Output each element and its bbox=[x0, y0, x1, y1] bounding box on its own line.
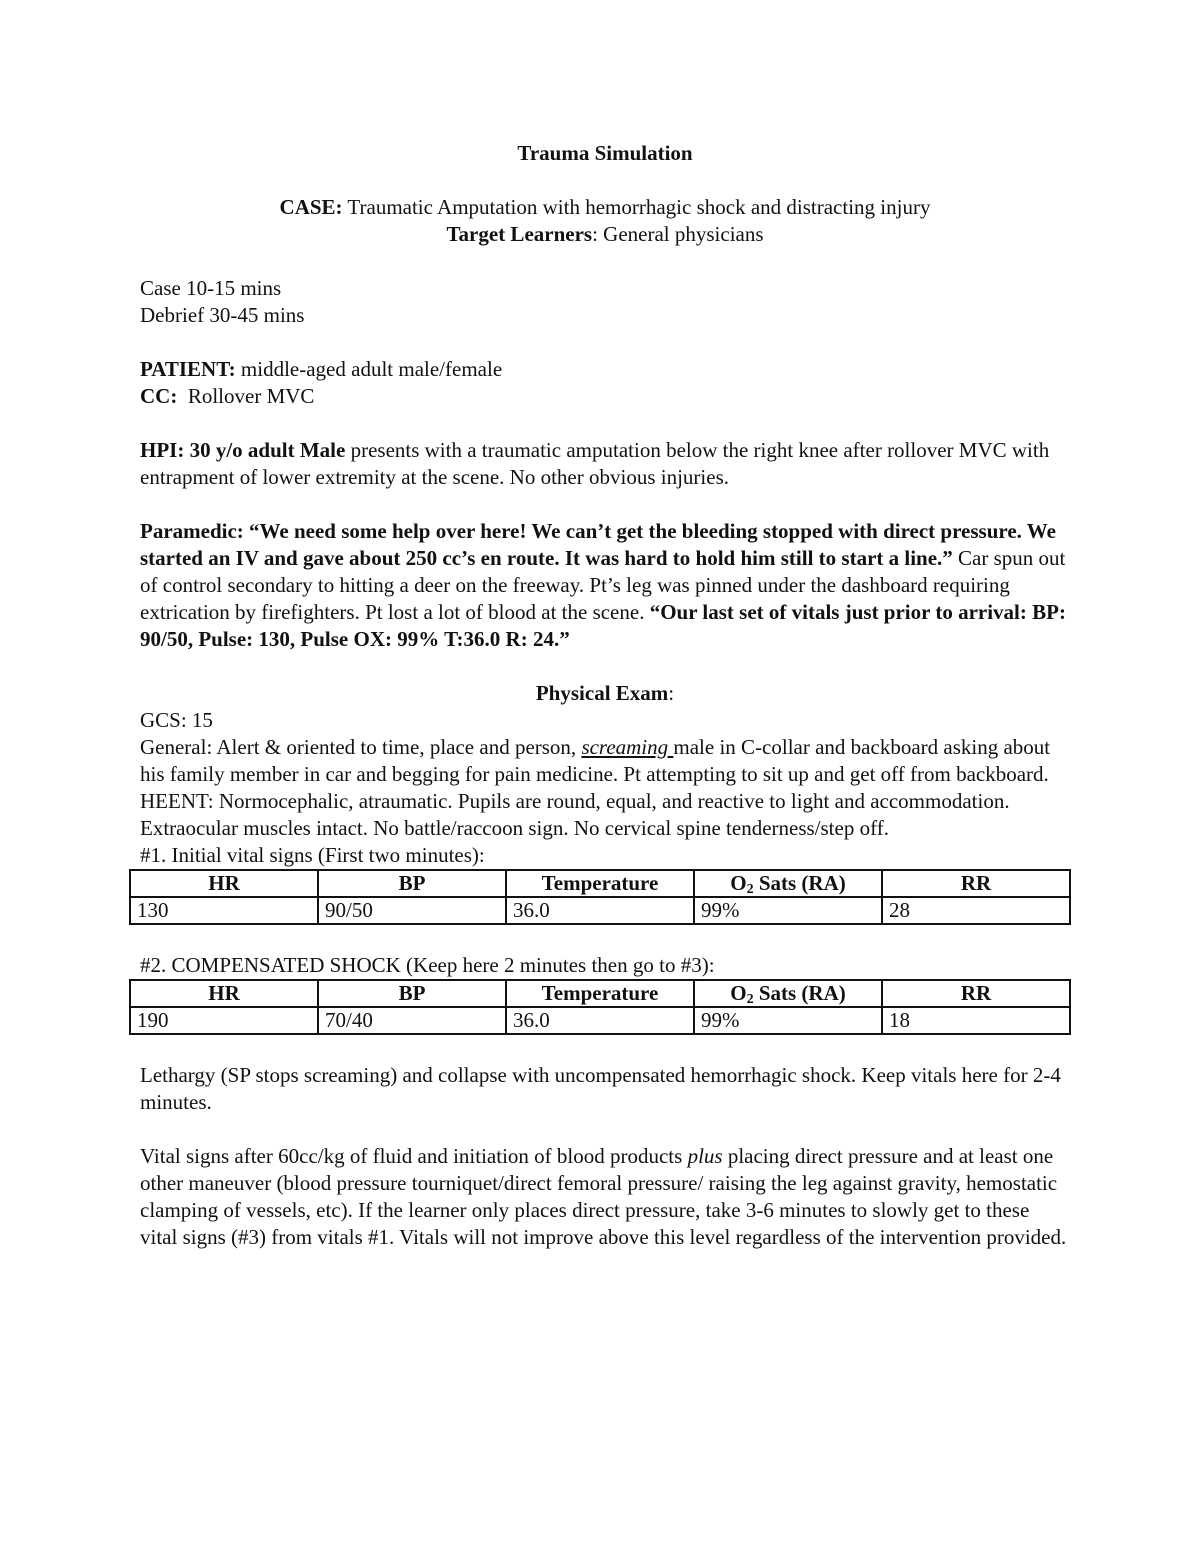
cc-text: Rollover MVC bbox=[177, 384, 315, 408]
table-header-row bbox=[130, 980, 1070, 1007]
header-bp: BP bbox=[318, 980, 506, 1007]
document-body bbox=[137, 140, 1070, 1251]
cell-hr: 130 bbox=[130, 897, 318, 924]
gcs-line: GCS: 15 bbox=[140, 708, 213, 732]
cell-hr: 190 bbox=[130, 1007, 318, 1034]
cell-rr: 18 bbox=[882, 1007, 1070, 1034]
exam-heading-suffix: : bbox=[668, 681, 675, 705]
header-hr: HR bbox=[130, 980, 318, 1007]
vitals2-caption: #2. COMPENSATED SHOCK (Keep here 2 minutes then go to #3): bbox=[140, 953, 715, 977]
cell-temperature: 36.0 bbox=[506, 1007, 694, 1034]
heent-paragraph: HEENT: Normocephalic, atraumatic. Pupils are round, equal, and reactive to light and accommodation. Extraocular muscles intact. No battle/raccoon sign. No cervical spine tenderness/step off. bbox=[140, 789, 1010, 840]
cell-temperature: 36.0 bbox=[506, 897, 694, 924]
general-emphasis: screaming bbox=[581, 735, 674, 759]
vitals1-caption: #1. Initial vital signs (First two minutes): bbox=[140, 843, 485, 867]
cell-o2-sats: 99% bbox=[694, 1007, 882, 1034]
header-temperature: Temperature bbox=[506, 870, 694, 897]
patient-text: middle-aged adult male/female bbox=[235, 357, 503, 381]
patient-line bbox=[140, 356, 1070, 383]
target-line bbox=[140, 221, 1070, 248]
case-line bbox=[140, 194, 1070, 221]
exam-heading-text: Physical Exam bbox=[535, 681, 669, 705]
cell-bp: 70/40 bbox=[318, 1007, 506, 1034]
cell-o2-sats: 99% bbox=[694, 897, 882, 924]
header-o2-sats: $O_2$ Sats (RA) bbox=[694, 980, 882, 1007]
after-emphasis: plus bbox=[687, 1144, 723, 1168]
case-text: Traumatic Amputation with hemorrhagic shock and distracting injury bbox=[342, 195, 931, 219]
cell-rr: 28 bbox=[882, 897, 1070, 924]
exam-heading bbox=[140, 680, 1070, 707]
debrief-time: Debrief 30-45 mins bbox=[140, 303, 305, 327]
hpi-text: presents with a traumatic amputation below the right knee after rollover MVC with entrapment of lower extremity at the scene. No other obvious injuries. bbox=[140, 438, 1050, 489]
header-o2-sats: $O_2$ Sats (RA) bbox=[694, 870, 882, 897]
paramedic-quote: Paramedic: “We need some help over here! We can’t get the bleeding stopped with direct pressure. We started an IV and gave about 250 cc’s en route. It was hard to hold him still to start a line.” bbox=[140, 519, 1056, 570]
after-pre: Vital signs after 60cc/kg of fluid and initiation of blood products bbox=[140, 1144, 688, 1168]
case-time: Case 10-15 mins bbox=[140, 276, 282, 300]
patient-label: PATIENT: bbox=[140, 357, 236, 381]
general-paragraph bbox=[140, 734, 1070, 788]
after-post: placing direct pressure and at least one other maneuver (blood pressure tourniquet/direct femoral pressure/ raising the leg against gravity, hemostatic clamping of vessels, etc). If the learner only places direct pressure, take 3-6 minutes to slowly get to these vital signs (#3) from vitals #1. Vitals will not improve above this level regardless of the intervention provided. bbox=[140, 1144, 1067, 1249]
after-paragraph bbox=[140, 1143, 1070, 1251]
lethargy-paragraph: Lethargy (SP stops screaming) and collapse with uncompensated hemorrhagic shock. Keep vitals here for 2-4 minutes. bbox=[140, 1063, 1061, 1114]
cc-label: CC: bbox=[140, 384, 178, 408]
cell-bp: 90/50 bbox=[318, 897, 506, 924]
target-label: Target Learners bbox=[446, 222, 593, 246]
target-text: : General physicians bbox=[592, 222, 764, 246]
table-row bbox=[130, 1007, 1070, 1034]
header-temperature: Temperature bbox=[506, 980, 694, 1007]
hpi-paragraph bbox=[140, 437, 1070, 491]
vitals1-table bbox=[129, 869, 1071, 925]
paramedic-paragraph bbox=[140, 518, 1070, 653]
header-hr: HR bbox=[130, 870, 318, 897]
page-title: Trauma Simulation bbox=[517, 141, 693, 165]
paramedic-vitals-quote: “Our last set of vitals just prior to arrival: BP: 90/50, Pulse: 130, Pulse OX: 99% T:36.0 R: 24.” bbox=[140, 600, 1066, 651]
header-rr: RR bbox=[882, 870, 1070, 897]
general-post: male in C-collar and backboard asking about his family member in car and begging for pain medicine. Pt attempting to sit up and get off from backboard. bbox=[140, 735, 1051, 786]
case-label: CASE: bbox=[279, 195, 343, 219]
paramedic-text: Car spun out of control secondary to hitting a deer on the freeway. Pt’s leg was pinned under the dashboard requiring extrication by firefighters. Pt lost a lot of blood at the scene. bbox=[140, 546, 1066, 624]
cc-line bbox=[140, 383, 1070, 410]
vitals2-table bbox=[129, 979, 1071, 1035]
general-pre: General: Alert & oriented to time, place and person, bbox=[140, 735, 582, 759]
table-header-row bbox=[130, 870, 1070, 897]
header-bp: BP bbox=[318, 870, 506, 897]
table-row bbox=[130, 897, 1070, 924]
hpi-label: HPI: 30 y/o adult Male bbox=[140, 438, 346, 462]
header-rr: RR bbox=[882, 980, 1070, 1007]
